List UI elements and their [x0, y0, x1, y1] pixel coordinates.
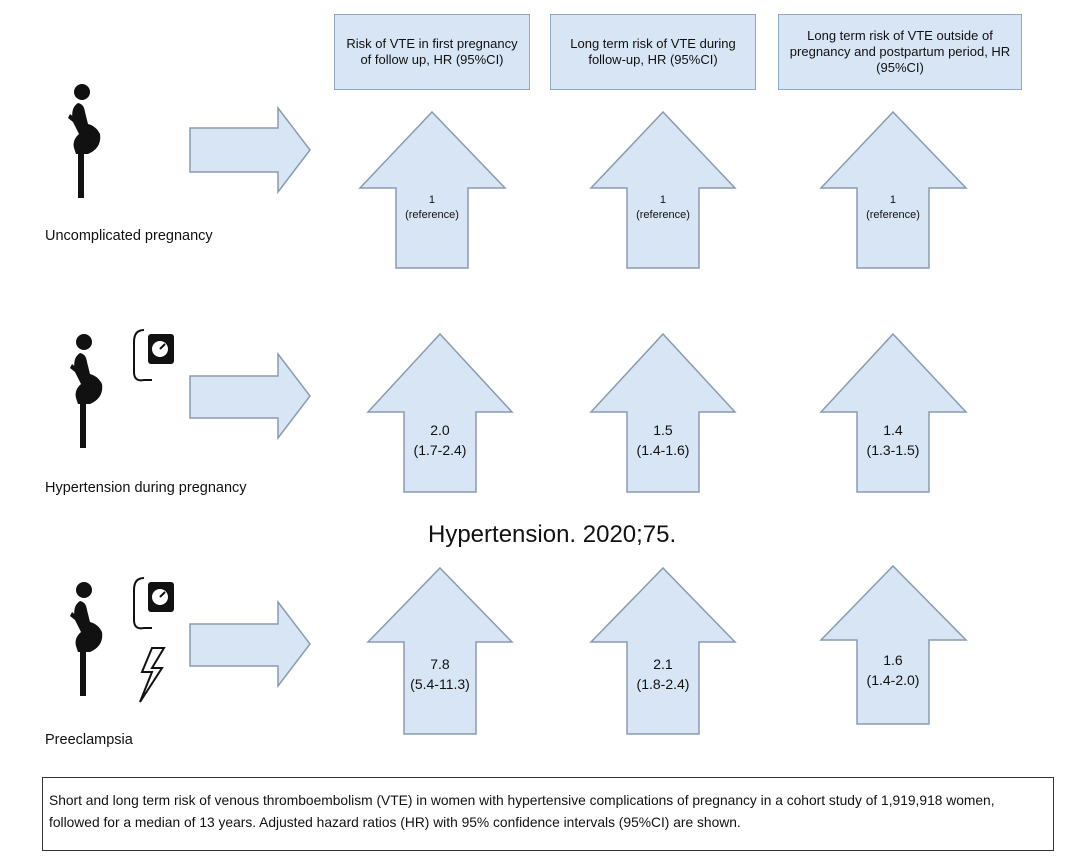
- up-arrow-row-2-col-2: [591, 334, 735, 492]
- hazard-ratio-value: 1: [889, 194, 897, 206]
- hazard-ratio-cell: [867, 650, 920, 690]
- up-arrow-row-2-col-3: [821, 334, 966, 492]
- caption-line: Short and long term risk of venous thromboembolism (VTE) in women with hypertensive complications of pregnancy in a cohort study of 1,919,918 women,: [49, 793, 995, 808]
- header-line: (95%CI): [876, 60, 924, 75]
- header-line: of follow up, HR (95%CI): [360, 52, 504, 67]
- hazard-ratio-value: 2.1: [653, 656, 673, 672]
- hazard-ratio-cell: [636, 193, 690, 223]
- hazard-ratio-value: 2.0: [430, 422, 450, 438]
- figure-caption: [42, 777, 1054, 851]
- hazard-ratio-value: 1.4: [883, 422, 903, 438]
- hazard-ratio-value: 1: [428, 194, 436, 206]
- citation-text: Hypertension. 2020;75.: [428, 521, 677, 548]
- confidence-interval: (1.8-2.4): [636, 676, 690, 692]
- hazard-ratio-cell: [867, 420, 920, 460]
- header-line: follow-up, HR (95%CI): [588, 52, 718, 67]
- confidence-interval: (1.4-2.0): [866, 672, 920, 688]
- hazard-ratio-value: 1.6: [883, 652, 903, 668]
- header-line: Long term risk of VTE during: [570, 36, 736, 51]
- blood-pressure-monitor-icon: [134, 330, 174, 380]
- hazard-ratio-cell: [637, 420, 690, 460]
- row-label-uncomplicated: Uncomplicated pregnancy: [45, 228, 213, 244]
- lightning-bolt-icon: [140, 648, 164, 702]
- hazard-ratio-value: 1.5: [653, 422, 673, 438]
- confidence-interval: (reference): [866, 209, 920, 221]
- hazard-ratio-cell: [637, 654, 690, 694]
- pregnant-woman-icon: [68, 84, 100, 198]
- up-arrow-row-2-col-1: [368, 334, 512, 492]
- hazard-ratio-cell: [405, 193, 459, 223]
- confidence-interval: (reference): [405, 209, 459, 221]
- confidence-interval: (5.4-11.3): [410, 676, 470, 692]
- up-arrow-row-1-col-2: [591, 112, 735, 268]
- hazard-ratio-cell: [866, 193, 920, 223]
- right-arrow-row-1: [190, 108, 310, 192]
- row-label-hypertension: Hypertension during pregnancy: [45, 480, 247, 496]
- header-line: Long term risk of VTE outside of: [807, 28, 993, 43]
- up-arrow-row-1-col-1: [360, 112, 505, 268]
- hazard-ratio-cell: [414, 420, 467, 460]
- header-line: Risk of VTE in first pregnancy: [346, 36, 518, 51]
- hazard-ratio-value: 7.8: [430, 656, 450, 672]
- up-arrow-row-3-col-3: [821, 566, 966, 724]
- blood-pressure-monitor-icon: [134, 578, 174, 628]
- caption-line: followed for a median of 13 years. Adjusted hazard ratios (HR) with 95% confidence intervals (95%CI) are shown.: [49, 815, 741, 830]
- pregnant-woman-icon: [70, 582, 102, 696]
- header-line: pregnancy and postpartum period, HR: [789, 44, 1011, 59]
- row-label-preeclampsia: Preeclampsia: [45, 732, 133, 748]
- up-arrow-row-1-col-3: [821, 112, 966, 268]
- up-arrow-row-3-col-1: [368, 568, 512, 734]
- confidence-interval: (1.4-1.6): [636, 442, 690, 458]
- confidence-interval: (1.7-2.4): [413, 442, 467, 458]
- right-arrow-row-3: [190, 602, 310, 686]
- hazard-ratio-value: 1: [659, 194, 667, 206]
- right-arrow-row-2: [190, 354, 310, 438]
- pregnant-woman-icon: [70, 334, 102, 448]
- up-arrow-row-3-col-2: [591, 568, 735, 734]
- hazard-ratio-cell: [410, 654, 470, 694]
- confidence-interval: (1.3-1.5): [866, 442, 920, 458]
- confidence-interval: (reference): [636, 209, 690, 221]
